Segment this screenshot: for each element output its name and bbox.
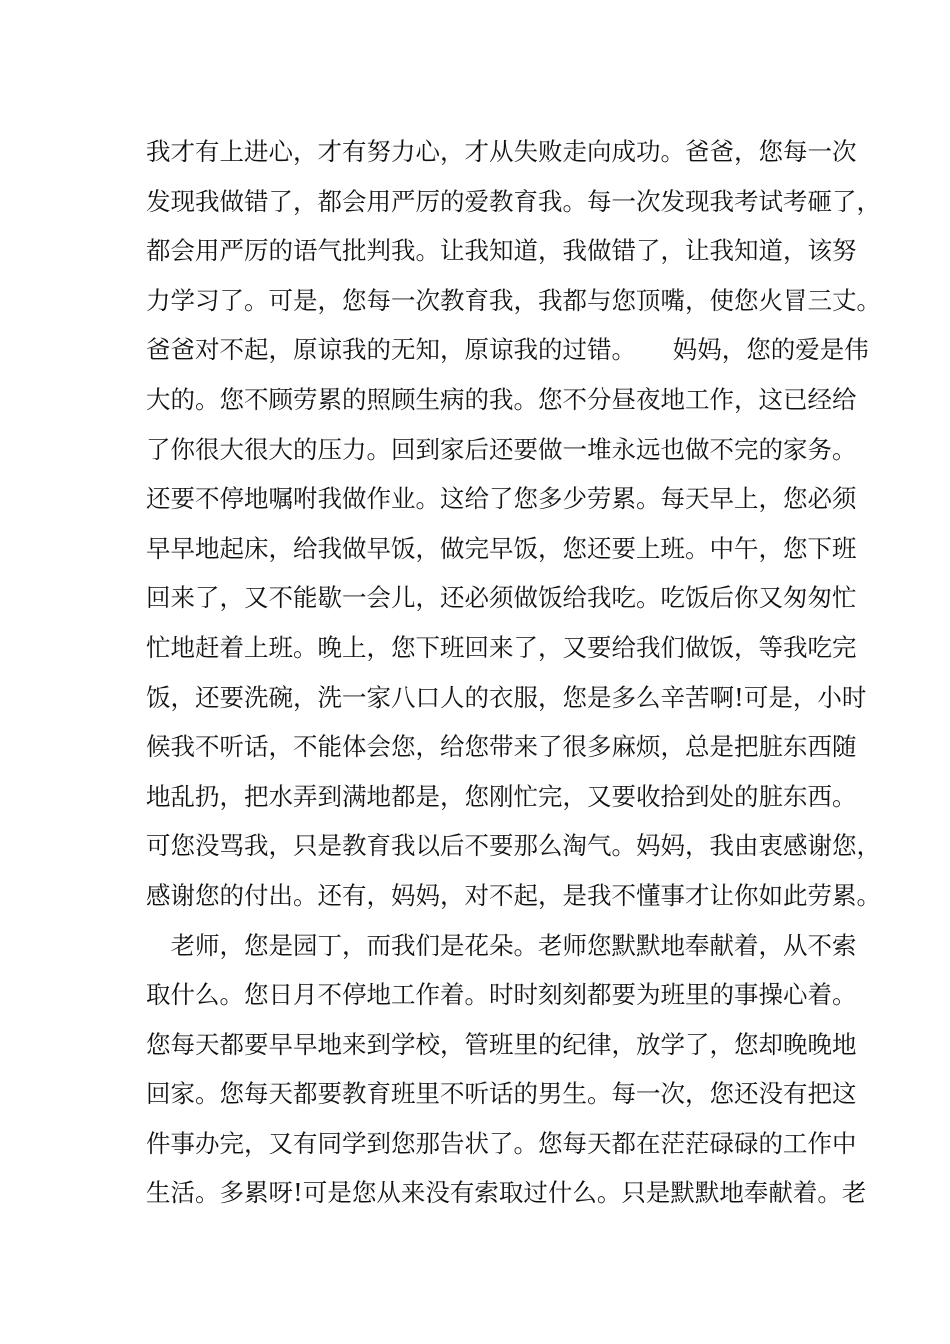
body-text (146, 127, 881, 1218)
text-line: 地乱扔，把水弄到满地都是，您刚忙完，又要收拾到处的脏东西。 (146, 781, 857, 811)
text-line: 老师，您是园丁，而我们是花朵。老师您默默地奉献着，从不索 (146, 930, 857, 960)
text-line: 都会用严厉的语气批判我。让我知道，我做错了，让我知道，该努 (146, 236, 857, 266)
text-line: 早早地起床，给我做早饭，做完早饭，您还要上班。中午，您下班 (146, 533, 857, 563)
text-line: 感谢您的付出。还有，妈妈，对不起，是我不懂事才让你如此劳累。 (146, 880, 881, 910)
text-line: 您每天都要早早地来到学校，管班里的纪律，放学了，您却晚晚地 (146, 1029, 857, 1059)
text-line: 生活。多累呀!可是您从来没有索取过什么。只是默默地奉献着。老 (146, 1178, 867, 1208)
text-line: 可您没骂我，只是教育我以后不要那么淘气。妈妈，我由衷感谢您， (146, 831, 881, 861)
text-line: 力学习了。可是，您每一次教育我，我都与您顶嘴，使您火冒三丈。 (146, 285, 881, 315)
text-line: 了你很大很大的压力。回到家后还要做一堆永远也做不完的家务。 (146, 434, 857, 464)
text-line: 取什么。您日月不停地工作着。时时刻刻都要为班里的事操心着。 (146, 980, 857, 1010)
text-line: 发现我做错了，都会用严厉的爱教育我。每一次发现我考试考砸了， (146, 186, 881, 216)
text-line: 饭，还要洗碗，洗一家八口人的衣服，您是多么辛苦啊!可是，小时 (146, 682, 867, 712)
text-line: 回来了，又不能歇一会儿，还必须做饭给我吃。吃饭后你又匆匆忙 (146, 583, 857, 613)
text-line: 回家。您每天都要教育班里不听话的男生。每一次，您还没有把这 (146, 1079, 857, 1109)
text-line: 候我不听话，不能体会您，给您带来了很多麻烦，总是把脏东西随 (146, 732, 857, 762)
text-line: 我才有上进心，才有努力心，才从失败走向成功。爸爸，您每一次 (146, 137, 857, 166)
text-line: 还要不停地嘱咐我做作业。这给了您多少劳累。每天早上，您必须 (146, 484, 857, 514)
text-line: 爸爸对不起，原谅我的无知，原谅我的过错。 妈妈，您的爱是伟 (146, 335, 869, 365)
text-line: 件事办完，又有同学到您那告状了。您每天都在茫茫碌碌的工作中 (146, 1128, 857, 1158)
text-line: 忙地赶着上班。晚上，您下班回来了，又要给我们做饭，等我吃完 (146, 632, 857, 662)
text-line: 大的。您不顾劳累的照顾生病的我。您不分昼夜地工作，这已经给 (146, 384, 857, 414)
